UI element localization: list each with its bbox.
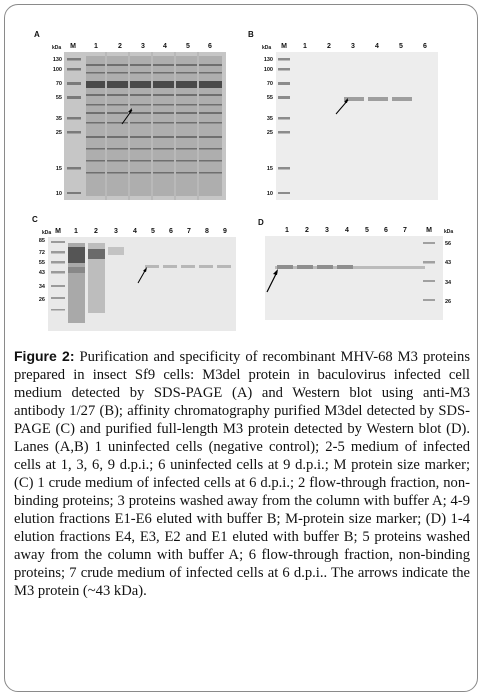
- panel-d-mw-label: 43: [445, 260, 452, 266]
- panel-d-blot-image: [265, 236, 443, 320]
- panel-c-marker-lane-label: M: [55, 228, 61, 235]
- panel-b-lane-label: 1: [303, 43, 307, 50]
- panel-b-mw-label: 70: [266, 81, 273, 87]
- panel-a-mw-label: 55: [55, 95, 62, 101]
- panel-b-mw-label: 15: [266, 166, 273, 172]
- figure-caption: [14, 347, 470, 600]
- panel-a-gel-image: [64, 52, 226, 200]
- panel-d-marker-lane-label: M: [426, 227, 432, 234]
- panel-c-lane-label: 4: [133, 228, 137, 235]
- panel-b-blot-image: [276, 52, 438, 200]
- panel-b-lane-label: 4: [375, 43, 379, 50]
- panel-c-mw-label: 34: [38, 284, 45, 290]
- figure-label: Figure 2:: [14, 348, 75, 364]
- panel-a-mw-label: 70: [55, 81, 62, 87]
- panel-d-lane-label: 5: [365, 227, 369, 234]
- panel-b-lane-label: 3: [351, 43, 355, 50]
- panel-b-lane-label: 5: [399, 43, 403, 50]
- panel-c-mw-label: 72: [38, 250, 45, 256]
- panel-c-lane-label: 2: [94, 228, 98, 235]
- panel-c-letter: C: [32, 215, 38, 224]
- panel-c-gel-image: [48, 237, 236, 331]
- panel-d-lane-label: 6: [384, 227, 388, 234]
- panel-a-mw-label: 100: [52, 67, 62, 73]
- panel-c-lane-label: 5: [151, 228, 155, 235]
- panel-d-mw-label: 26: [445, 299, 452, 305]
- panel-d-mw-label: 34: [445, 280, 452, 286]
- panel-a-lane-label: 6: [208, 43, 212, 50]
- panel-c-mw-label: 43: [38, 270, 45, 276]
- panel-b-kda-label: kDa: [262, 45, 272, 51]
- caption-text: Purification and specificity of recombinant MHV-68 M3 proteins prepared in insect Sf9 cells: M3del protein in baculovirus infected cell medium detected by SDS-PAGE (A) and Western blot using anti-M3 antibody 1/27 (B); affinity chromatography purified M3del detected by SDS-PAGE (C) and purified full-length M3 protein detected by Western blot (D). Lanes (A,B) 1 uninfected cells (negative control); 2-5 medium of infected cells at 1, 3, 6, 9 d.p.i.; 6 uninfected cells at 9 d.p.i.; M protein size marker; (C) 1 crude medium of infected cells at 6 d.p.i.; 2 flow-through fraction, non-binding proteins; 3 proteins washed away from the column with buffer A; 4-9 elution fractions E1-E6 eluted with buffer B; M-protein size marker; (D) 1-4 elution fractions E4, E3, E2 and E1 eluted with buffer B; 5 proteins washed away from the column with buffer A; 6 flow-through fraction, non-binding proteins; 7 crude medium of infected cells at 6 d.p.i.. The arrows indicate the M3 protein (~43 kDa).: [14, 349, 470, 599]
- panel-b-mw-label: 55: [266, 95, 273, 101]
- panel-d-kda-label: kDa: [444, 229, 454, 235]
- panel-c-kda-label: kDa: [42, 230, 52, 236]
- panel-a-letter: A: [34, 30, 40, 39]
- panel-c-mw-label: 85: [38, 238, 45, 244]
- panel-b-mw-label: 25: [266, 130, 273, 136]
- panel-b-mw-label: 10: [266, 191, 273, 197]
- panel-a-lane-label: 2: [118, 43, 122, 50]
- panel-a-mw-label: 15: [55, 166, 62, 172]
- panel-a-mw-label: 10: [55, 191, 62, 197]
- panel-d-lane-label: 2: [305, 227, 309, 234]
- panel-b-mw-label: 35: [266, 116, 273, 122]
- panel-b-mw-label: 100: [263, 67, 273, 73]
- panel-c-lane-label: 8: [205, 228, 209, 235]
- panel-d-lane-label: 1: [285, 227, 289, 234]
- panel-d-lane-label: 4: [345, 227, 349, 234]
- panel-c-mw-label: 26: [38, 297, 45, 303]
- panel-a-lane-label: 5: [186, 43, 190, 50]
- panel-d-lane-label: 3: [325, 227, 329, 234]
- panel-a-mw-label: 130: [52, 57, 62, 63]
- panel-c-mw-label: 55: [38, 260, 45, 266]
- panel-d-mw-label: 56: [445, 241, 452, 247]
- panel-b-marker-lane-label: M: [281, 43, 287, 50]
- panel-c-lane-label: 1: [74, 228, 78, 235]
- panel-d-lane-label: 7: [403, 227, 407, 234]
- panel-a-marker-lane-label: M: [70, 43, 76, 50]
- panel-c-lane-label: 6: [169, 228, 173, 235]
- panel-b-letter: B: [248, 30, 254, 39]
- panel-b-lane-label: 2: [327, 43, 331, 50]
- panel-b-lane-label: 6: [423, 43, 427, 50]
- panel-a-lane-label: 1: [94, 43, 98, 50]
- panel-b-mw-label: 130: [263, 57, 273, 63]
- panel-a-kda-label: kDa: [52, 45, 62, 51]
- panel-c-lane-label: 7: [187, 228, 191, 235]
- panel-a-lane-label: 3: [141, 43, 145, 50]
- panel-a-mw-label: 25: [55, 130, 62, 136]
- panel-a-lane-label: 4: [163, 43, 167, 50]
- panel-c-lane-label: 9: [223, 228, 227, 235]
- panel-a-mw-label: 35: [55, 116, 62, 122]
- panel-c-lane-label: 3: [114, 228, 118, 235]
- panel-d-letter: D: [258, 218, 264, 227]
